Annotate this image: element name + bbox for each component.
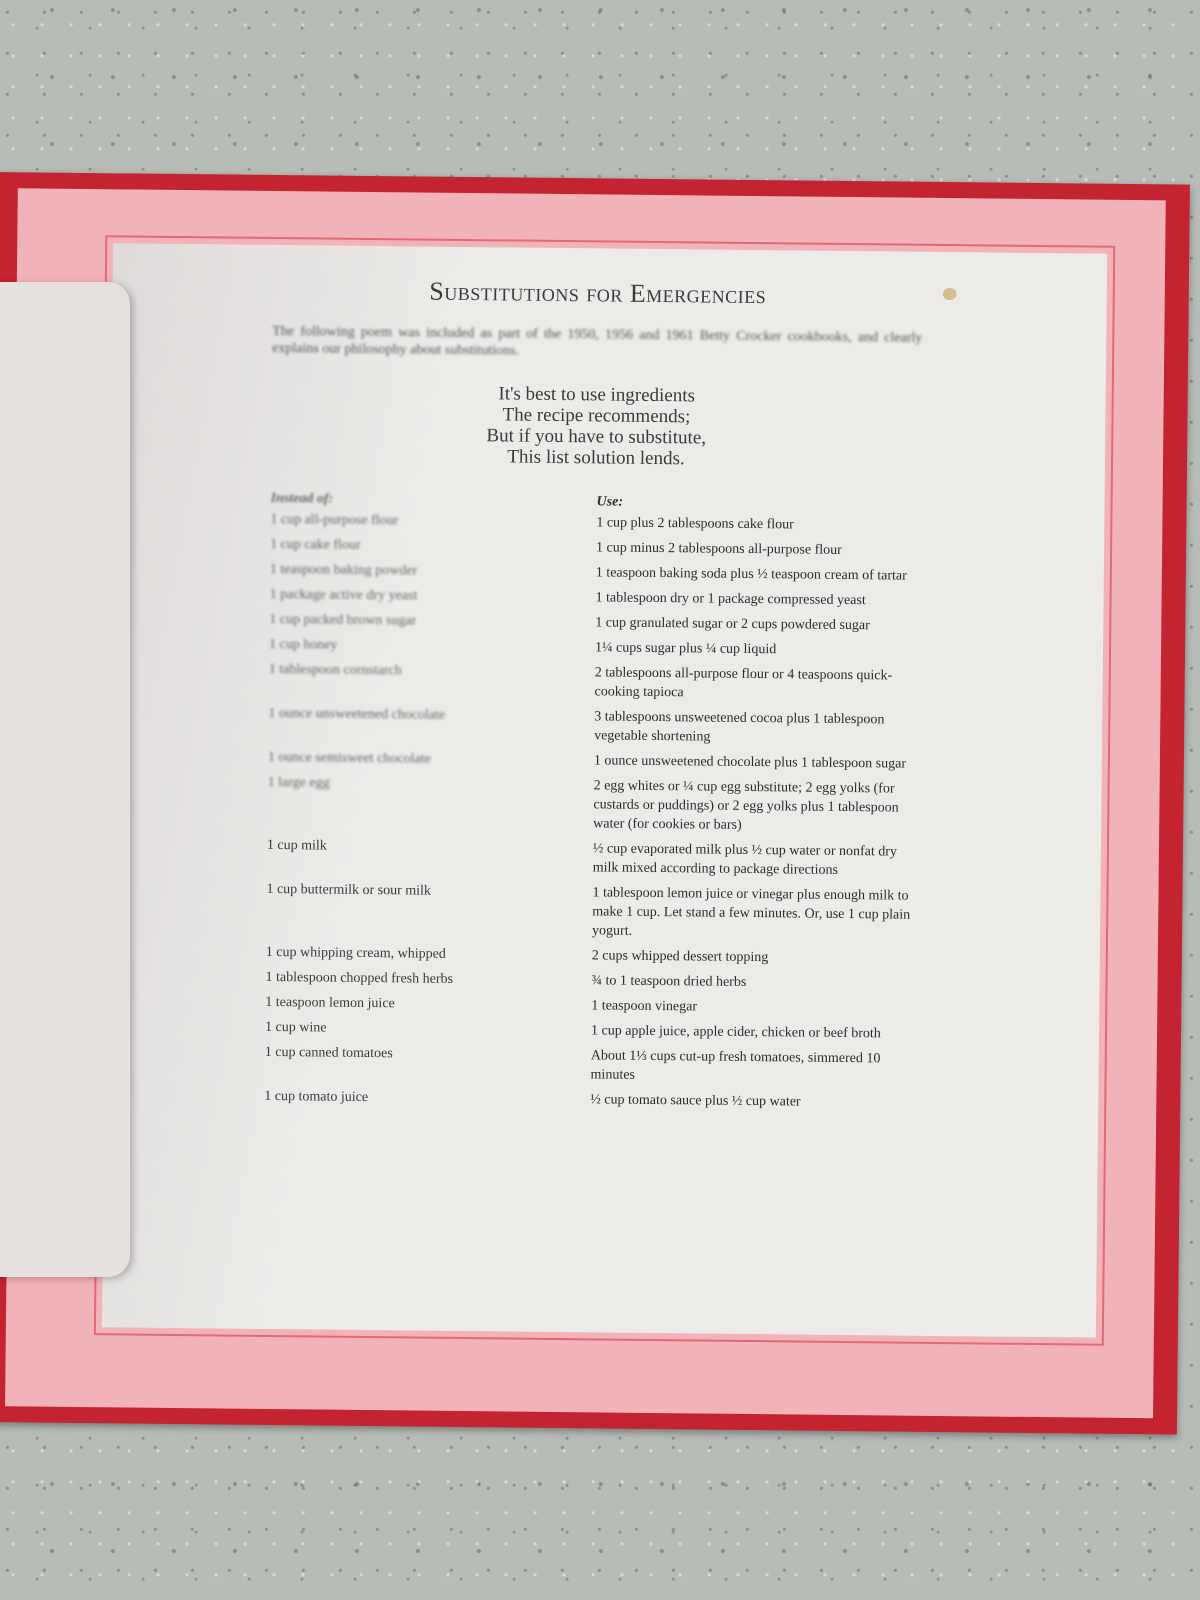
table-row (268, 748, 918, 774)
use-cell: 2 egg whites or ¼ cup egg substitute; 2 egg yolks (for custards or puddings) or 2 egg yolks plus 1 tablespoon water (for cookies or bars) (593, 778, 899, 833)
use-cell: 1¼ cups sugar plus ¼ cup liquid (594, 640, 777, 658)
table-row (264, 1087, 914, 1113)
instead-cell: 1 cup tomato juice (264, 1088, 369, 1106)
table-row (264, 1043, 914, 1088)
use-cell: 1 cup granulated sugar or 2 cups powdered sugar (595, 615, 870, 634)
pink-endpaper (5, 188, 1166, 1418)
poem-line: It's best to use ingredients (498, 383, 696, 407)
instead-cell: 1 cup wine (264, 1019, 327, 1036)
instead-cell: 1 cup cake flour (270, 536, 361, 553)
table-row (270, 560, 920, 586)
table-row (269, 660, 919, 705)
use-cell: 2 cups whipped dessert topping (591, 948, 769, 966)
table-row (266, 880, 917, 944)
instead-cell: 1 teaspoon baking powder (269, 561, 418, 579)
flyleaf-page-edge (0, 282, 130, 1277)
use-cell: 1 teaspoon vinegar (591, 998, 698, 1015)
table-row (265, 1018, 915, 1044)
poem-line: But if you have to substitute, (486, 425, 707, 449)
table-row (270, 510, 920, 536)
instead-cell: 1 large egg (267, 774, 330, 791)
instead-cell: 1 cup whipping cream, whipped (265, 944, 446, 962)
printed-page (102, 243, 1107, 1337)
instead-cell: 1 tablespoon chopped fresh herbs (265, 969, 454, 987)
table-row (267, 836, 917, 881)
table-row (270, 535, 920, 561)
instead-cell: 1 ounce semisweet chocolate (267, 749, 431, 767)
table-row (269, 635, 919, 661)
use-cell: 1 cup plus 2 tablespoons cake flour (596, 515, 794, 533)
substitution-table (264, 489, 920, 1113)
use-cell: 1 cup minus 2 tablespoons all-purpose flour (596, 540, 842, 558)
stain-spot (943, 288, 957, 300)
table-row (266, 943, 916, 969)
instead-cell: 1 package active dry yeast (269, 586, 418, 604)
table-row (265, 968, 915, 994)
table-row (269, 585, 919, 611)
use-cell: ½ cup tomato sauce plus ½ cup water (590, 1092, 801, 1110)
page-content (264, 245, 923, 1119)
table-row (268, 704, 918, 749)
use-cell: 1 teaspoon baking soda plus ½ teaspoon cream of tartar (595, 565, 907, 584)
instead-cell: 1 teaspoon lemon juice (265, 994, 395, 1012)
use-cell: ¾ to 1 teaspoon dried herbs (591, 973, 747, 990)
book-cover (0, 172, 1190, 1434)
instead-cell: 1 cup all-purpose flour (270, 511, 399, 529)
instead-cell: 1 cup buttermilk or sour milk (266, 881, 432, 899)
instead-cell: 1 tablespoon cornstarch (268, 661, 402, 679)
use-cell: 1 tablespoon lemon juice or vinegar plus enough milk to make 1 cup. Let stand a few minutes. Or, use 1 cup plain yogurt. (592, 885, 911, 939)
table-row (265, 993, 915, 1019)
use-header: Use: (596, 494, 624, 510)
page-frame (94, 235, 1115, 1346)
poem (271, 381, 922, 472)
poem-line: The recipe recommends; (502, 404, 691, 428)
page-title: Substitutions for Emergencies (429, 276, 767, 310)
table-row (267, 773, 918, 837)
instead-cell: 1 ounce unsweetened chocolate (268, 705, 446, 723)
table-row (269, 610, 919, 636)
use-cell: About 1⅓ cups cut-up fresh tomatoes, simmered 10 minutes (590, 1048, 881, 1083)
use-cell: 3 tablespoons unsweetened cocoa plus 1 tablespoon vegetable shortening (594, 709, 885, 745)
intro-paragraph: The following poem was included as part of the 1950, 1956 and 1961 Betty Crocker cookbooks, and clearly explains our philosophy about substitutions. (272, 323, 923, 359)
use-cell: 1 tablespoon dry or 1 package compressed yeast (595, 590, 866, 609)
instead-cell: 1 cup packed brown sugar (269, 611, 417, 629)
poem-line: This list solution lends. (507, 446, 685, 470)
use-cell: 1 ounce unsweetened chocolate plus 1 tablespoon sugar (593, 753, 907, 772)
instead-of-header: Instead of: (270, 490, 334, 507)
instead-cell: 1 cup honey (268, 636, 338, 653)
instead-cell: 1 cup canned tomatoes (264, 1044, 393, 1062)
instead-cell: 1 cup milk (266, 837, 327, 854)
use-cell: 2 tablespoons all-purpose flour or 4 teaspoons quick-cooking tapioca (594, 665, 893, 701)
use-cell: 1 cup apple juice, apple cider, chicken or beef broth (590, 1023, 881, 1042)
use-cell: ½ cup evaporated milk plus ½ cup water or nonfat dry milk mixed according to package directions (592, 841, 898, 878)
